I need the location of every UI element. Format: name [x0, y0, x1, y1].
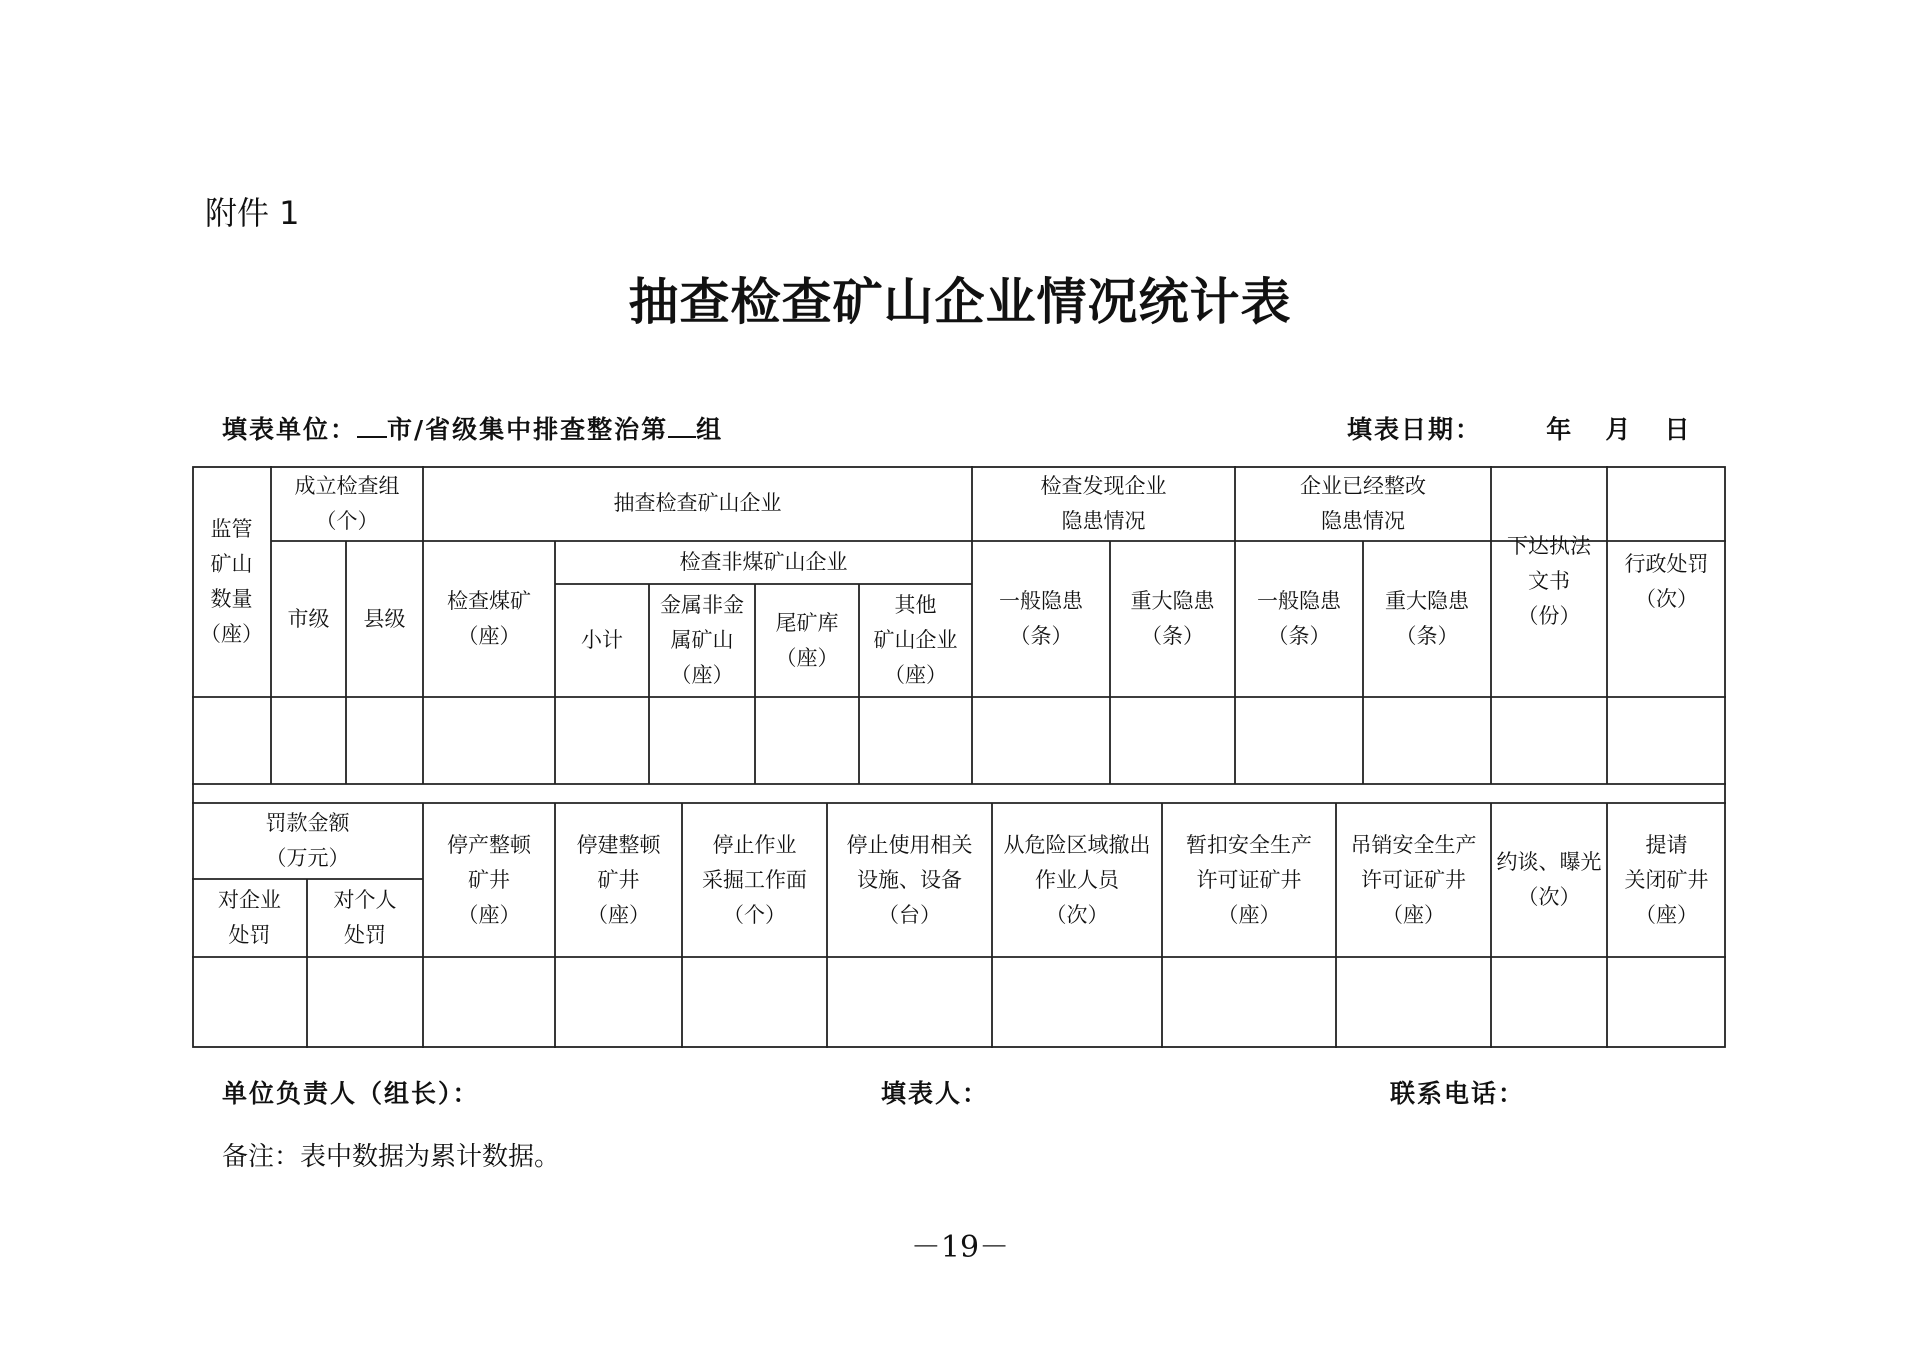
- attachment-label: 附件 1: [205, 194, 300, 232]
- header-county-level: 县级: [363, 606, 406, 631]
- header-other-mines: 其他 矿山企业 （座）: [873, 593, 958, 687]
- fill-unit-middle: 市/省级集中排查整治第: [387, 415, 669, 444]
- fill-unit-label: 填表单位：: [222, 415, 358, 444]
- header-halt-construction: 停建整顿 矿井 （座）: [576, 832, 661, 927]
- header-found-general-hazard: 一般隐患 （条）: [999, 589, 1083, 648]
- page-number: －19－: [910, 1230, 1010, 1265]
- header-rectified-general-hazard: 一般隐患 （条）: [1257, 589, 1341, 648]
- header-to-individual: 对个人 处罚: [333, 888, 397, 947]
- header-law-docs: 下达执法 文书 （份）: [1507, 534, 1591, 628]
- header-rectified-major-hazard: 重大隐患 （条）: [1385, 589, 1469, 648]
- fill-unit-end: 组: [696, 415, 724, 444]
- statistics-table: [192, 466, 1726, 1048]
- header-inspection-groups: 成立检查组 （个）: [294, 473, 400, 533]
- city-blank: [357, 416, 387, 438]
- header-suspend-license: 暂扣安全生产 许可证矿井 （座）: [1186, 832, 1312, 927]
- fill-date-day: 日: [1664, 415, 1692, 444]
- header-stop-equipment: 停止使用相关 设施、设备 （台）: [846, 832, 973, 927]
- fill-unit: [222, 410, 723, 446]
- group-blank: [668, 416, 696, 438]
- header-coal-mines: 检查煤矿 （座）: [447, 589, 531, 648]
- header-hazards-rectified: 企业已经整改 隐患情况: [1300, 473, 1426, 533]
- header-spot-check-enterprises: 抽查检查矿山企业: [613, 491, 782, 515]
- header-hazards-found: 检查发现企业 隐患情况: [1040, 473, 1167, 533]
- header-stop-work-face: 停止作业 采掘工作面 （个）: [702, 832, 807, 927]
- remark-note: 备注：表中数据为累计数据。: [222, 1142, 561, 1172]
- header-metal-mines: 金属非金 属矿山 （座）: [660, 593, 744, 687]
- header-subtotal: 小计: [581, 628, 623, 652]
- header-revoke-license: 吊销安全生产 许可证矿井 （座）: [1350, 832, 1477, 927]
- header-admin-penalty: 行政处罚 （次）: [1624, 551, 1709, 611]
- footer-filler: 填表人：: [881, 1079, 990, 1108]
- header-request-close: 提请 关闭矿井 （座）: [1624, 832, 1709, 927]
- header-non-coal-group: 检查非煤矿山企业: [679, 550, 848, 574]
- fill-date: [1347, 410, 1692, 446]
- header-tailings: 尾矿库 （座）: [775, 610, 839, 670]
- footer-phone: 联系电话：: [1390, 1079, 1526, 1108]
- header-interview-expose: 约谈、曝光 （次）: [1496, 850, 1602, 909]
- header-evacuate-staff: 从危险区域撤出 作业人员 （次）: [1003, 832, 1151, 927]
- header-to-enterprise: 对企业 处罚: [218, 888, 281, 947]
- fill-date-label: 填表日期：: [1347, 415, 1483, 444]
- header-city-level: 市级: [287, 606, 330, 631]
- footer-responsible: 单位负责人（组长）：: [222, 1079, 480, 1108]
- fill-date-month: 月: [1605, 415, 1633, 444]
- header-found-major-hazard: 重大隐患 （条）: [1130, 589, 1215, 648]
- header-halt-production: 停产整顿 矿井 （座）: [447, 832, 531, 927]
- fill-date-year: 年: [1546, 415, 1574, 444]
- header-fine-amount: 罚款金额 （万元）: [265, 811, 350, 870]
- page-title: 抽查检查矿山企业情况统计表: [628, 272, 1292, 331]
- header-supervised-mines: 监管 矿山 数量 （座）: [200, 516, 263, 646]
